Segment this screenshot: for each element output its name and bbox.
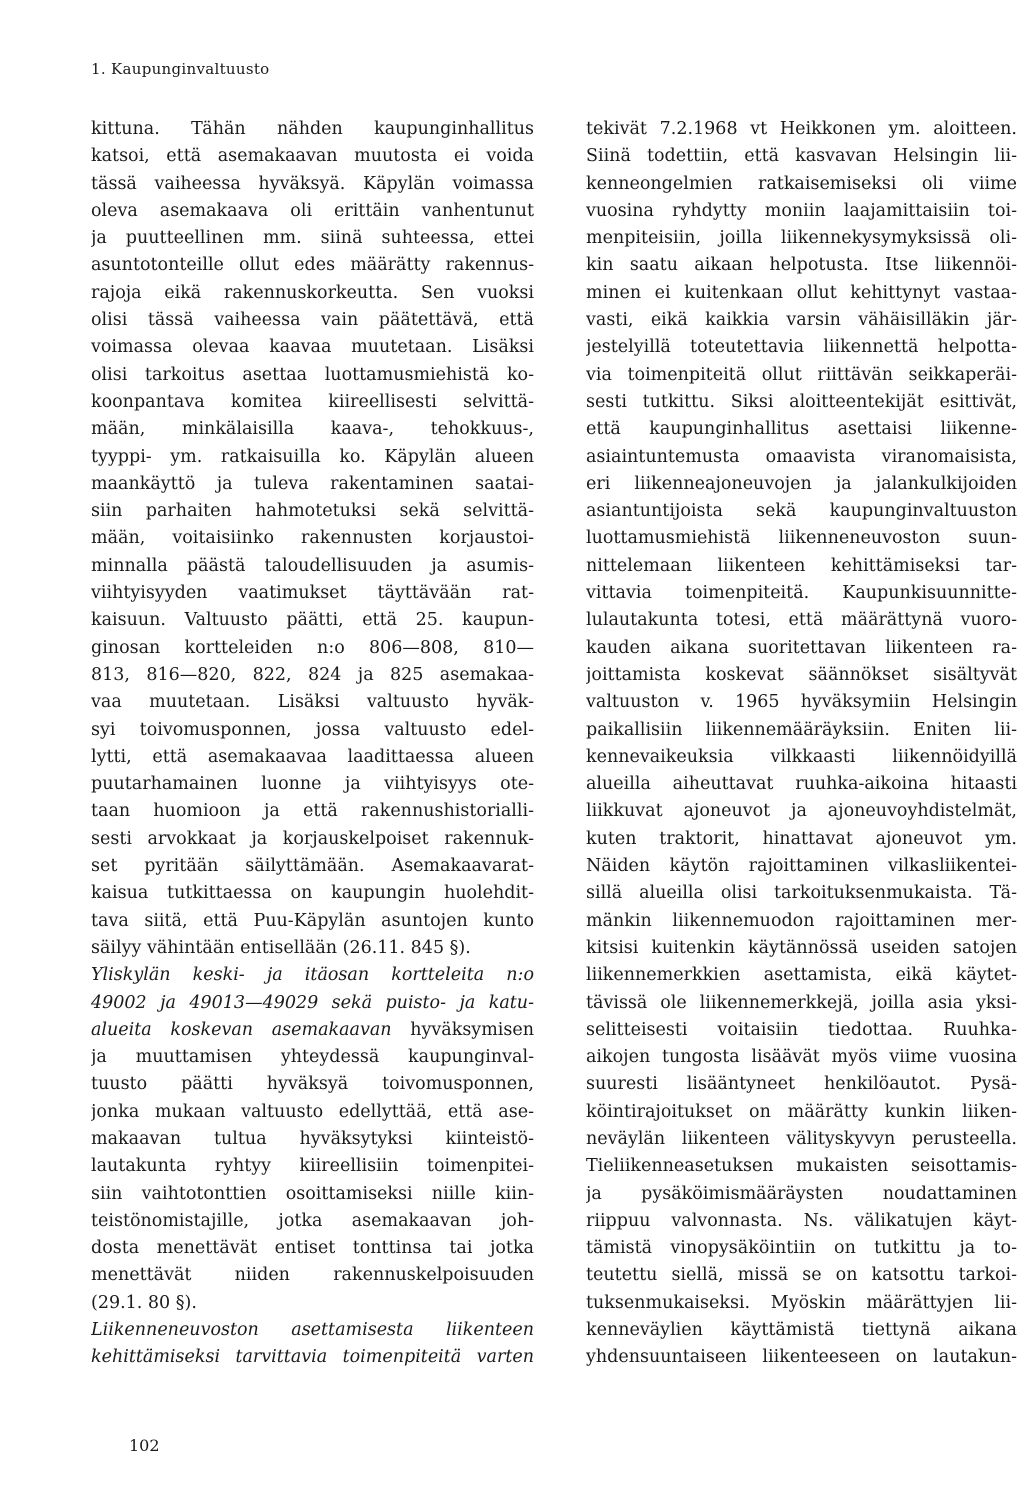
text-line: teistönomistajille, jotka asemakaavan joh- [91,1210,534,1231]
text-line: olisi tarkoitus asettaa luottamusmiehistä ko- [91,364,534,385]
text-line: neväylän liikenteen välityskyvyn perusteella. [586,1128,1017,1149]
text-line: lytti, että asemakaavaa laadittaessa alueen [91,746,534,767]
text-line: jestelyillä toteutettavia liikennettä helpotta- [586,337,1017,358]
text-fragment: hyväksymisen [391,1019,534,1040]
text-line: lautakunta ryhtyy kiireellisiin toimenpitei- [91,1156,534,1177]
text-line: kitsisi kuitenkin käytännössä useiden satojen [586,937,1017,958]
text-line: sillä alueilla olisi tarkoituksenmukaista. Tä- [586,883,1017,904]
text-line: Siinä todettiin, että kasvavan Helsingin lii- [586,146,1017,167]
text-line: paikallisiin liikennemääräyksiin. Eniten lii- [586,719,1017,740]
text-line: koonpantava komitea kiireellisesti selvittä- [91,391,534,412]
text-line: rajoja eikä rakennuskorkeutta. Sen vuoksi [91,282,534,303]
text-line: nittelemaan liikenteen kehittämiseksi tar- [586,555,1017,576]
text-line: luottamusmiehistä liikenneneuvoston suun- [586,528,1017,549]
text-line: katsoi, että asemakaavan muutosta ei voida [91,146,534,167]
text-line: eri liikenneajoneuvojen ja jalankulkijoiden [586,473,1017,494]
text-line: liikkuvat ajoneuvot ja ajoneuvoyhdistelmät, [586,801,1017,822]
left-column [91,116,534,1372]
text-line: Tieliikenneasetuksen mukaisten seisottamis- [586,1156,1017,1177]
text-line: tässä vaiheessa hyväksyä. Käpylän voimassa [91,173,534,194]
right-column [586,116,1017,1372]
text-line: köintirajoitukset on määrätty kunkin liiken- [586,1101,1017,1122]
text-line: set pyritään säilyttämään. Asemakaavarat- [91,856,534,877]
text-line: tekivät 7.2.1968 vt Heikkonen ym. aloitteen. [586,119,1017,139]
text-line: ginosan kortteleiden n:o 806—808, 810— [91,637,534,658]
text-line: vittavia toimenpiteitä. Kaupunkisuunnitte- [586,583,1017,604]
text-line: tuusto päätti hyväksyä toivomusponnen, [91,1074,534,1095]
text-line: jonka mukaan valtuusto edellyttää, että ase- [91,1101,534,1122]
text-line: tävissä ole liikennemerkkejä, joilla asia yksi- [586,992,1017,1013]
text-line: syi toivomusponnen, jossa valtuusto edel- [91,719,534,740]
text-line: kenneväylien käyttämistä tiettynä aikana [586,1320,1017,1341]
text-line: aikojen tungosta lisäävät myös viime vuosina [586,1047,1017,1068]
text-line: liikennemerkkien asettamista, eikä käytet- [586,965,1017,986]
text-line: Näiden käytön rajoittaminen vilkasliikentei- [586,856,1017,877]
text-line: alueilla aiheuttavat ruuhka-aikoina hitaasti [586,774,1017,795]
text-line: makaavan tultua hyväksytyksi kiinteistö- [91,1128,534,1149]
text-line: asiaintuntemusta omaavista viranomaisista, [586,446,1017,467]
section-heading-line: 49002 ja 49013—49029 sekä puisto- ja katu- [91,992,534,1013]
section-heading-mixed-line [91,1017,534,1044]
text-line: ja muuttamisen yhteydessä kaupunginval- [91,1047,534,1068]
section-heading-line: Liikenneneuvoston asettamisesta liikenteen [91,1320,534,1341]
text-line: kittuna. Tähän nähden kaupunginhallitus [91,119,534,139]
text-line: lulautakunta totesi, että määrättynä vuoro- [586,610,1017,631]
text-line: säilyy vähintään entisellään (26.11. 845 §). [91,937,471,958]
text-line: mään, voitaisiinko rakennusten korjaustoi- [91,528,534,549]
text-line: joittamista koskevat säännökset sisältyvät [586,664,1017,685]
text-line: vaa muutetaan. Lisäksi valtuusto hyväk- [91,692,534,713]
text-line: sesti arvokkaat ja korjauskelpoiset rakennuk- [91,828,534,849]
text-line: kenneongelmien ratkaisemiseksi oli viime [586,173,1017,194]
text-line: dosta menettävät entiset tonttinsa tai jotka [91,1238,534,1259]
text-line: kaisua tutkittaessa on kaupungin huolehdit- [91,883,534,904]
section-heading-fragment: alueita koskevan asemakaavan [91,1019,392,1040]
text-line: tuksenmukaiseksi. Myöskin määrättyjen lii- [586,1292,1017,1313]
text-line: maankäyttö ja tuleva rakentaminen saatai- [91,473,534,494]
text-line: 813, 816—820, 822, 824 ja 825 asemakaa- [91,664,534,685]
text-line: vuosina ryhdytty moniin laajamittaisiin toi- [586,200,1017,221]
text-line: menpiteisiin, joilla liikennekysymyksissä oli- [586,228,1017,249]
text-line: sesti tutkittu. Siksi aloitteentekijät esittivät, [586,391,1017,412]
text-line: selitteisesti voitaisiin tiedottaa. Ruuhka- [586,1019,1017,1040]
text-line: mänkin liikennemuodon rajoittaminen mer- [586,910,1017,931]
section-heading-line: kehittämiseksi tarvittavia toimenpiteitä varten [91,1347,534,1368]
section-heading-line: Yliskylän keski- ja itäosan kortteleita n:o [91,965,534,986]
text-line: kauden aikana suoritettavan liikenteen ra- [586,637,1017,658]
text-line: ja puutteellinen mm. siinä suhteessa, ettei [91,228,534,249]
text-line: suuresti lisääntyneet henkilöautot. Pysä- [586,1074,1017,1095]
text-line: vasti, eikä kaikkia varsin vähäisilläkin jär- [586,310,1017,331]
text-line: kaisuun. Valtuusto päätti, että 25. kaupun- [91,610,534,631]
text-line: ja pysäköimismääräysten noudattaminen [586,1183,1017,1204]
text-line: taan huomioon ja että rakennushistorialli- [91,801,534,822]
text-line: (29.1. 80 §). [91,1292,197,1313]
text-line: että kaupunginhallitus asettaisi liikenne- [586,419,1017,440]
text-line: teutettu siellä, missä se on katsottu tarkoi- [586,1265,1017,1286]
text-line: minen ei kuitenkaan ollut kehittynyt vastaa- [586,282,1017,303]
text-line: kennevaikeuksia vilkkaasti liikennöidyillä [586,746,1017,767]
text-line: minnalla päästä taloudellisuuden ja asumis- [91,555,534,576]
text-line: tava siitä, että Puu-Käpylän asuntojen kunto [91,910,534,931]
running-header: 1. Kaupunginvaltuusto [91,60,270,78]
text-line: tämistä vinopysäköintiin on tutkittu ja to- [586,1238,1017,1259]
text-line: kin saatu aikaan helpotusta. Itse liikennöi- [586,255,1017,276]
text-line: yhdensuuntaiseen liikenteeseen on lautakun- [586,1347,1017,1368]
text-line: valtuuston v. 1965 hyväksymiin Helsingin [586,692,1017,713]
text-line: viihtyisyyden vaatimukset täyttävään rat- [91,583,534,604]
text-line: siin parhaiten hahmotetuksi sekä selvittä- [91,501,534,522]
text-line: siin vaihtotonttien osoittamiseksi niille kiin- [91,1183,534,1204]
text-line: via toimenpiteitä ollut riittävän seikkaperäi- [586,364,1017,385]
text-line: riippuu valvonnasta. Ns. välikatujen käyt- [586,1210,1017,1231]
text-line: asiantuntijoista sekä kaupunginvaltuuston [586,501,1017,522]
page-number: 102 [129,1436,160,1455]
text-line: oleva asemakaava oli erittäin vanhentunut [91,200,534,221]
text-line: puutarhamainen luonne ja viihtyisyys ote- [91,774,534,795]
text-line: voimassa olevaa kaavaa muutetaan. Lisäksi [91,337,534,358]
text-line: kuten traktorit, hinattavat ajoneuvot ym. [586,828,1017,849]
text-line: tyyppi- ym. ratkaisuilla ko. Käpylän alueen [91,446,534,467]
text-line: mään, minkälaisilla kaava-, tehokkuus-, [91,419,534,440]
text-line: menettävät niiden rakennuskelpoisuuden [91,1265,534,1286]
text-line: olisi tässä vaiheessa vain päätettävä, että [91,310,534,331]
text-line: asuntotonteille ollut edes määrätty rakennus- [91,255,534,276]
